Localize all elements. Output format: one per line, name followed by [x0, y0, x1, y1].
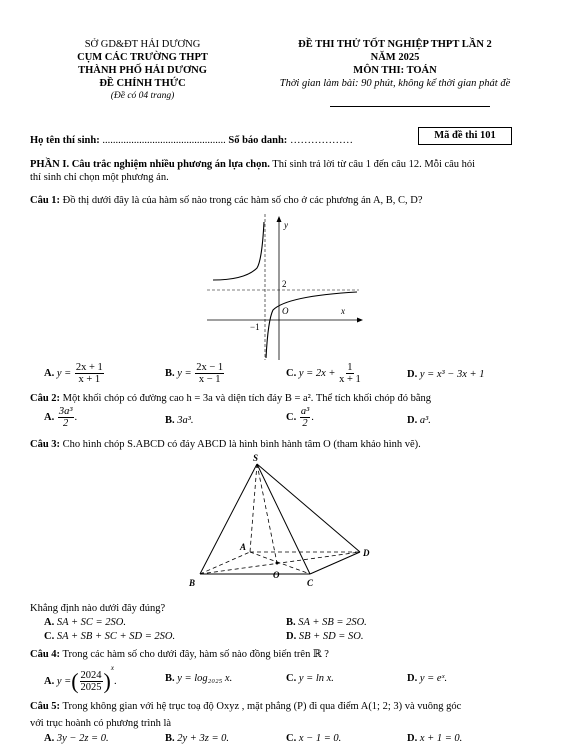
header-cluster: CỤM CÁC TRƯỜNG THPT: [77, 52, 208, 63]
header-city: THÀNH PHỐ HẢI DƯƠNG: [78, 65, 207, 76]
q5-text: Trong không gian với hệ trục toạ độ Oxyz , mặt phẳng (P) đi qua điểm A(1; 2; 3) và vuông góc: [60, 701, 462, 712]
q1-label: Câu 1:: [30, 195, 61, 206]
q2-label: Câu 2:: [30, 393, 61, 404]
header-left: [30, 38, 255, 103]
q3-prompt: Khẳng định nào dưới đây đúng?: [30, 603, 166, 614]
part1-intro: [30, 158, 475, 184]
part1-intro1: Thí sinh trả lời từ câu 1 đến câu 12. Mỗi câu hỏi: [269, 159, 476, 170]
q2-stem: [30, 392, 431, 405]
q1-option-d[interactable]: D. y = x³ − 3x + 1: [407, 369, 485, 380]
header-divider: [330, 106, 490, 107]
student-info: [30, 134, 353, 147]
part1-intro2: thí sinh chỉ chọn một phương án.: [30, 172, 169, 183]
q1-graph: [205, 210, 365, 362]
header-official: ĐỀ CHÍNH THỨC: [99, 78, 186, 89]
q5-option-b[interactable]: B. 2y + 3z = 0.: [165, 733, 230, 744]
q3-stem: [30, 438, 421, 451]
q2-option-d[interactable]: D. a³.: [407, 415, 431, 426]
q4-stem: [30, 648, 329, 661]
q2-option-a[interactable]: A. $\frac{\text{3a³}}{2}$ .: [44, 406, 78, 429]
q1-text: Đồ thị dưới đây là của hàm số nào trong các hàm số cho ở các phương án A, B, C, D?: [60, 195, 423, 206]
q3-center-o: O: [273, 570, 280, 580]
q3-pyramid-figure: [185, 452, 375, 592]
q4-option-a[interactable]: A. y =( $\frac{2024}{2025}$ )$^x$.: [44, 664, 117, 694]
q4-option-c[interactable]: C. y = ln x.: [286, 673, 334, 684]
q2-text: Một khối chóp có đường cao h = 3a và diện tích đáy B = a². Thể tích khối chóp đó bằng: [60, 393, 432, 404]
q4-option-d[interactable]: D. y = eˣ.: [407, 673, 448, 684]
q5-label: Câu 5:: [30, 701, 61, 712]
q3-vertex-s: S: [253, 453, 259, 463]
header-pages: (Đề có 04 trang): [110, 91, 175, 101]
q3-option-a[interactable]: A. SA + SC = 2SO.: [44, 617, 126, 628]
header-right: [250, 38, 540, 90]
q5-option-c[interactable]: C. x − 1 = 0.: [286, 733, 342, 744]
name-label: Họ tên thí sinh:: [30, 135, 100, 146]
q5-option-d[interactable]: D. x + 1 = 0.: [407, 733, 463, 744]
exam-year: NĂM 2025: [370, 52, 420, 63]
q3-text: Cho hình chóp S.ABCD có đáy ABCD là hình bình hành tâm O (tham khảo hình vẽ).: [60, 439, 421, 450]
q3-vertex-c: C: [307, 578, 314, 588]
q2-option-b[interactable]: B. 3a³.: [165, 415, 194, 426]
q1-graph-tick-y: 2: [282, 279, 287, 289]
name-dots: ...............................................: [102, 135, 226, 146]
q4-label: Câu 4:: [30, 649, 61, 660]
q2-option-c[interactable]: C. $\frac{\text{a³}}{2}$ .: [286, 406, 314, 429]
id-dots: ………………: [289, 135, 353, 146]
q1-graph-x-label: x: [341, 306, 345, 316]
exam-time: Thời gian làm bài: 90 phút, không kể thời gian phát đề: [279, 78, 511, 89]
id-label: Số báo danh:: [228, 135, 288, 146]
q3-vertex-d: D: [363, 548, 370, 558]
q3-vertex-b: B: [189, 578, 196, 588]
exam-subject: MÔN THI: TOÁN: [353, 65, 437, 76]
q3-option-b[interactable]: B. SA + SB = 2SO.: [286, 617, 367, 628]
q3-option-c[interactable]: C. SA + SB + SC + SD = 2SO.: [44, 631, 176, 642]
part1-title: PHẦN I. Câu trắc nghiệm nhiều phương án lựa chọn.: [30, 159, 270, 170]
q4-option-b[interactable]: B. y = log₂₀₂₅ x.: [165, 673, 233, 684]
q1-option-a[interactable]: A. y = $\frac{2x + 1}{x + 1}$: [44, 362, 103, 385]
header-dept: SỞ GD&ĐT HẢI DƯƠNG: [84, 39, 201, 50]
q5-option-a[interactable]: A. 3y − 2z = 0.: [44, 733, 109, 744]
q3-label: Câu 3:: [30, 439, 61, 450]
q1-option-b[interactable]: B. y = $\frac{2x - 1}{x - 1}$: [165, 362, 224, 385]
q1-stem: [30, 194, 423, 207]
q1-graph-tick-x: −1: [250, 322, 260, 332]
q5-text2: với trục hoành có phương trình là: [30, 718, 172, 729]
q5-stem: [30, 700, 461, 730]
q3-vertex-a: A: [240, 542, 247, 552]
q3-option-d[interactable]: D. SB + SD = SO.: [286, 631, 364, 642]
exam-title: ĐỀ THI THỬ TỐT NGHIỆP THPT LẦN 2: [298, 39, 492, 50]
q4-text: Trong các hàm số cho dưới đây, hàm số nào đồng biến trên ℝ ?: [60, 649, 329, 660]
q1-option-c[interactable]: C. y = 2x + $\frac{1}{x + 1}$: [286, 362, 361, 385]
q1-graph-origin: O: [282, 306, 289, 316]
q1-graph-y-label: y: [284, 220, 288, 230]
exam-code-box: Mã đề thi 101: [418, 127, 512, 145]
